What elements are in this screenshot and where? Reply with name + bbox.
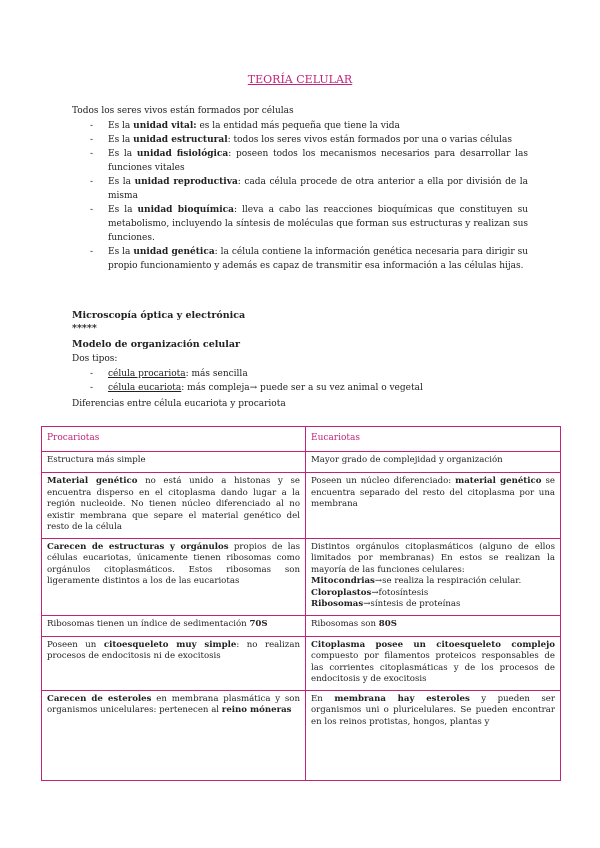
list-item — [90, 381, 423, 395]
item-text: Es la — [108, 149, 137, 159]
cell-bold: Cloroplastos — [311, 587, 372, 598]
item-bold: unidad bioquímica — [137, 205, 234, 215]
cell-bold: Ribosomas — [311, 599, 364, 609]
table-row — [42, 690, 561, 780]
item-text: : cada célula procede de otra anterior a ella por división de la misma — [108, 177, 529, 201]
table-cell — [42, 538, 306, 615]
cell-bold: 80S — [378, 618, 397, 629]
item-bold: unidad genética — [133, 247, 215, 257]
item-bold: unidad estructural — [133, 135, 228, 145]
table-row — [42, 615, 561, 636]
dash: - — [90, 177, 94, 187]
cell-bold: reino móneras — [221, 705, 292, 715]
item-text: Es la — [108, 135, 134, 145]
comparison-table — [41, 426, 561, 781]
cell-bold: 70S — [249, 618, 268, 629]
heading-microscopy: Microscopía óptica y electrónica — [72, 310, 246, 321]
dash: - — [90, 383, 94, 393]
cell-text: Estructura más simple — [47, 455, 146, 465]
table-cell — [42, 452, 306, 473]
table-cell — [306, 636, 561, 690]
item-bold: unidad vital: — [133, 121, 197, 131]
header-eukaryotes: Eucariotas — [306, 427, 561, 452]
dash: - — [90, 369, 94, 379]
table-cell — [306, 690, 561, 780]
type-desc: : más sencilla — [185, 369, 248, 379]
table-cell — [306, 473, 561, 539]
list-item — [90, 175, 528, 203]
item-bold: unidad fisiológica — [136, 149, 229, 159]
table-cell — [306, 615, 561, 636]
cell-bold: material genético — [455, 476, 542, 486]
table-row — [42, 473, 561, 539]
differences-text: Diferencias entre célula eucariota y procariota — [72, 399, 286, 409]
table-cell — [42, 473, 306, 539]
cell-theory-list — [90, 119, 528, 273]
stars-separator: ***** — [72, 323, 97, 334]
cell-text: Poseen un núcleo diferenciado: — [311, 476, 456, 486]
item-text: Es la — [108, 247, 134, 257]
dash: - — [90, 205, 94, 215]
table-cell — [42, 636, 306, 690]
item-text: Es la — [108, 177, 135, 187]
dash: - — [90, 135, 94, 145]
table-row — [42, 452, 561, 473]
cell-text: propios de las células eucariotas, únicamente tienen ribosomas como orgánulos citoplasmáticos. Estos ribosomas son ligeramente distintos a los de las eucariotas — [47, 541, 300, 586]
two-types-text: Dos tipos: — [72, 354, 118, 364]
table-cell — [306, 452, 561, 473]
item-text: : todos los seres vivos están formados por una o varias células — [227, 135, 513, 145]
cell-bold: Citoplasma posee un citoesqueleto complejo — [311, 639, 555, 650]
item-bold: unidad reproductiva — [134, 177, 238, 187]
cell-text: →se realiza la respiración celular. — [374, 576, 522, 586]
list-item — [90, 203, 528, 245]
list-item — [90, 147, 528, 175]
type-term: célula eucariota — [108, 383, 182, 393]
cell-text: no está unido a histonas y se encuentra disperso en el citoplasma dando lugar a la región nucleoide. No tienen núcleo diferenciado al no existir membrana que separe el material genético del resto de la célula — [47, 476, 301, 532]
cell-bold: Material genético — [47, 476, 138, 486]
cell-text: en membrana plasmática y son organismos unicelulares: pertenecen al — [47, 693, 300, 715]
page-title: TEORÍA CELULAR — [247, 73, 353, 86]
table-row — [42, 538, 561, 615]
cell-text: En — [311, 693, 335, 704]
cell-text: Ribosomas son — [311, 618, 379, 629]
intro-text: Todos los seres vivos están formados por células — [72, 106, 294, 116]
cell-bold: Mitocondrias — [311, 576, 375, 586]
cell-text: →fotosíntesis — [371, 587, 429, 598]
dash: - — [90, 121, 94, 131]
cell-bold: membrana hay esteroles — [334, 693, 470, 704]
type-term: célula procariota — [108, 369, 186, 379]
header-prokaryotes: Procariotas — [42, 427, 306, 452]
cell-text: →síntesis de proteínas — [363, 599, 461, 609]
item-text: : la célula contiene la información genética necesaria para dirigir su propio funcionamiento y además es capaz de transmitir esa información a las células hijas. — [108, 247, 528, 271]
cell-bold: Carecen de estructuras y orgánulos — [47, 541, 229, 552]
list-item — [90, 133, 528, 147]
table-cell — [306, 538, 561, 615]
item-text: Es la — [108, 205, 138, 215]
cell-text: y pueden ser organismos uni o pluricelulares. Se pueden encontrar en los reinos protistas, hongos, plantas y — [311, 693, 555, 727]
cell-bold: citoesqueleto muy simple — [103, 639, 237, 650]
table-cell — [42, 615, 306, 636]
item-text: es la entidad más pequeña que tiene la vida — [196, 121, 400, 131]
cell-text: Ribosomas tienen un índice de sedimentación — [47, 618, 250, 629]
cell-bold: Carecen de esteroles — [47, 693, 152, 704]
dash: - — [90, 149, 94, 159]
cell-text: Poseen un — [47, 639, 104, 650]
list-item — [90, 245, 528, 273]
table-row — [42, 636, 561, 690]
cell-types-list — [90, 367, 423, 395]
list-item — [90, 367, 423, 381]
item-text: Es la — [108, 121, 134, 131]
table-cell — [42, 690, 306, 780]
dash: - — [90, 247, 94, 257]
cell-text: : no realizan procesos de endocitosis ni de exocitosis — [47, 639, 300, 661]
cell-text: Mayor grado de complejidad y organización — [311, 455, 503, 465]
type-desc: : más compleja→ puede ser a su vez animal o vegetal — [181, 383, 423, 393]
heading-model: Modelo de organización celular — [72, 339, 241, 350]
cell-text: compuesto por filamentos proteicos responsables de las corrientes citoplasmáticas y de los procesos de endocitosis y de exocitosis — [311, 651, 555, 684]
table-header-row — [42, 427, 561, 452]
cell-text: Distintos orgánulos citoplasmáticos (alguno de ellos limitados por membranas) En estos se realizan la mayoría de las funciones celulares: — [311, 541, 555, 575]
list-item — [90, 119, 528, 133]
cell-text: se encuentra separado del resto del citoplasma por una membrana — [311, 476, 555, 509]
item-text: : lleva a cabo las reacciones bioquímicas que constituyen su metabolismo, incluyendo la síntesis de moléculas que forman sus estructuras y realizan sus funciones. — [108, 205, 529, 243]
item-text: : poseen todos los mecanismos necesarios para desarrollar las funciones vitales — [108, 149, 528, 173]
